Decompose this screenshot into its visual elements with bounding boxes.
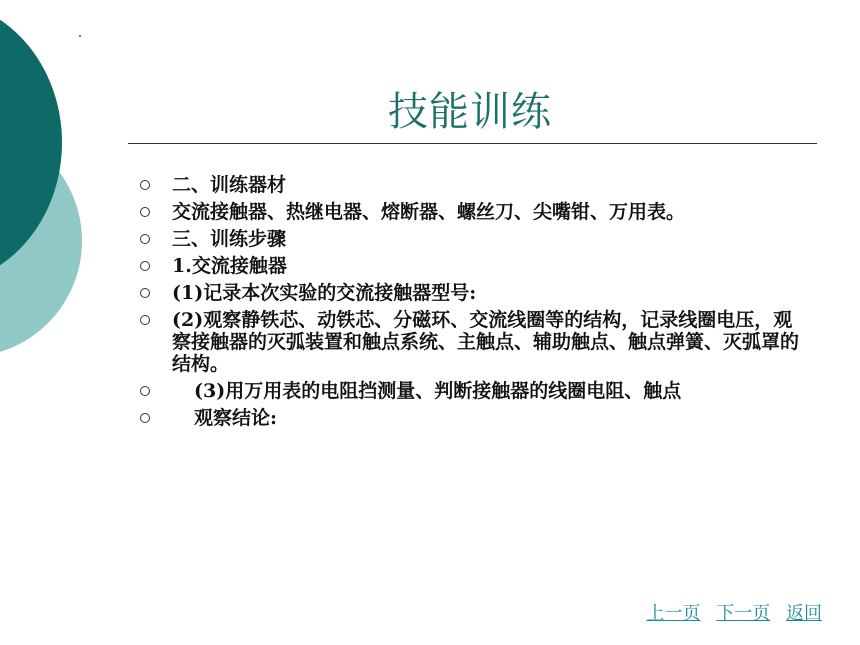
bullet-text: 观察结论:	[194, 407, 278, 429]
bullet-circle-icon	[140, 386, 150, 396]
bullet-text: 交流接触器、热继电器、熔断器、螺丝刀、尖嘴钳、万用表。	[172, 201, 686, 223]
bullet-item	[140, 228, 810, 250]
bullet-item	[140, 201, 810, 223]
bullet-item	[140, 407, 810, 429]
bullet-circle-icon	[140, 180, 150, 190]
prev-page-link[interactable]: 上一页	[646, 603, 701, 624]
bullet-text: 1.交流接触器	[172, 255, 287, 277]
bullet-text: 二、训练器材	[172, 174, 287, 196]
bullet-circle-icon	[140, 315, 150, 325]
bullet-circle-icon	[140, 234, 150, 244]
bullet-text: (1)记录本次实验的交流接触器型号:	[172, 282, 477, 304]
bullet-circle-icon	[140, 413, 150, 423]
bullet-text: (2)观察静铁芯、动铁芯、分磁环、交流线圈等的结构，记录线圈电压，观察接触器的灭弧装置和触点系统、主触点、辅助触点、触点弹簧、灭弧罩的结构。	[172, 309, 800, 375]
bullet-list	[140, 174, 810, 434]
decor-dot	[79, 35, 81, 37]
bullet-circle-icon	[140, 207, 150, 217]
slide-navigation	[637, 599, 822, 625]
bullet-circle-icon	[140, 261, 150, 271]
back-link[interactable]: 返回	[786, 603, 822, 624]
bullet-item	[140, 380, 810, 402]
bullet-item	[140, 255, 810, 277]
bullet-item	[140, 282, 810, 304]
title-divider	[128, 143, 817, 144]
slide-title: 技能训练	[388, 89, 552, 135]
bullet-item	[140, 174, 810, 196]
bullet-item	[140, 309, 810, 375]
bullet-text: (3)用万用表的电阻挡测量、判断接触器的线圈电阻、触点	[194, 380, 682, 402]
next-page-link[interactable]: 下一页	[716, 603, 771, 624]
bullet-circle-icon	[140, 288, 150, 298]
bullet-text: 三、训练步骤	[172, 228, 287, 250]
